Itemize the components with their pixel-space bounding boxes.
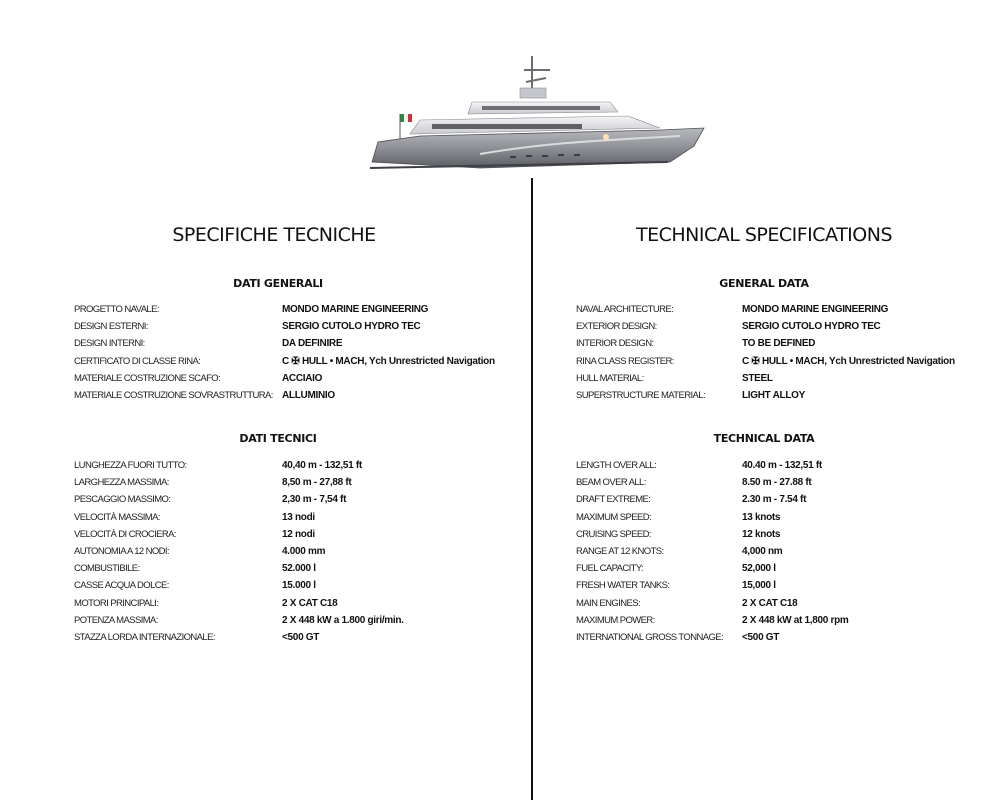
spec-value: 2 X CAT C18 <box>282 597 338 609</box>
spec-row <box>74 577 316 594</box>
spec-label: STAZZA LORDA INTERNAZIONALE: <box>74 631 215 643</box>
spec-label: INTERIOR DESIGN: <box>576 338 654 350</box>
spec-value: 2 X 448 kW at 1,800 rpm <box>742 614 849 626</box>
spec-label: LARGHEZZA MASSIMA: <box>74 477 169 489</box>
spec-label: DESIGN ESTERNI: <box>74 321 148 333</box>
spec-row <box>576 491 807 508</box>
spec-label: INTERNATIONAL GROSS TONNAGE: <box>576 631 724 643</box>
spec-value: 4.000 mm <box>282 546 326 558</box>
spec-value: 8.50 m - 27.88 ft <box>742 477 812 489</box>
spec-row <box>576 457 822 474</box>
spec-row <box>74 301 429 318</box>
spec-label: MAXIMUM SPEED: <box>576 511 651 523</box>
spec-row <box>74 370 323 387</box>
spec-label: LENGTH OVER ALL: <box>576 460 657 472</box>
spec-value: 2 X 448 kW a 1.800 giri/min. <box>282 614 404 626</box>
yacht-illustration <box>360 44 740 180</box>
spec-value: 2 X CAT C18 <box>742 597 798 609</box>
spec-value: 2.30 m - 7.54 ft <box>742 494 807 506</box>
spec-row <box>74 335 343 352</box>
spec-value: 8,50 m - 27,88 ft <box>282 477 352 489</box>
spec-row <box>576 612 849 629</box>
spec-row <box>576 370 773 387</box>
spec-label: DESIGN INTERNI: <box>74 338 145 350</box>
spec-label: VELOCITÀ MASSIMA: <box>74 511 160 523</box>
spec-value: TO BE DEFINED <box>742 338 816 350</box>
spec-value: MONDO MARINE ENGINEERING <box>282 304 429 316</box>
spec-label: BEAM OVER ALL: <box>576 477 646 489</box>
spec-value: LIGHT ALLOY <box>742 390 805 402</box>
spec-label: COMBUSTIBILE: <box>74 563 140 575</box>
spec-row <box>74 353 495 370</box>
spec-value: SERGIO CUTOLO HYDRO TEC <box>282 321 421 333</box>
spec-label: CERTIFICATO DI CLASSE RINA: <box>74 355 201 367</box>
spec-label: HULL MATERIAL: <box>576 372 644 384</box>
spec-row <box>576 577 776 594</box>
italian-general-heading: DATI GENERALI <box>233 277 323 290</box>
english-general-list <box>576 301 955 404</box>
english-technical-list <box>576 457 849 646</box>
spec-value: SERGIO CUTOLO HYDRO TEC <box>742 321 881 333</box>
spec-value: <500 GT <box>282 631 320 643</box>
spec-value: 15,000 l <box>742 580 776 592</box>
spec-value: STEEL <box>742 372 773 384</box>
spec-row <box>74 474 352 491</box>
spec-label: NAVAL ARCHITECTURE: <box>576 304 674 316</box>
spec-value: 12 nodi <box>282 528 315 540</box>
spec-row <box>576 595 798 612</box>
spec-row <box>74 318 421 335</box>
spec-row <box>576 387 805 404</box>
spec-value: 52.000 l <box>282 563 316 575</box>
italian-technical-heading: DATI TECNICI <box>239 432 317 445</box>
spec-value: ACCIAIO <box>282 372 323 384</box>
spec-label: MAXIMUM POWER: <box>576 614 655 626</box>
spec-row <box>74 629 320 646</box>
spec-value: ALLUMINIO <box>282 390 335 402</box>
italian-general-list <box>74 301 495 404</box>
spec-value: <500 GT <box>742 631 780 643</box>
spec-label: FRESH WATER TANKS: <box>576 580 670 592</box>
spec-row <box>74 509 315 526</box>
spec-row <box>74 387 335 404</box>
spec-label: RINA CLASS REGISTER: <box>576 355 674 367</box>
column-divider <box>531 178 533 800</box>
english-general-heading: GENERAL DATA <box>719 277 809 290</box>
spec-label: MOTORI PRINCIPALI: <box>74 597 159 609</box>
spec-label: RANGE AT 12 KNOTS: <box>576 546 664 558</box>
spec-value: C ✠ HULL • MACH, Ych Unrestricted Navigation <box>282 355 495 367</box>
spec-value: 13 nodi <box>282 511 315 523</box>
spec-row <box>74 612 404 629</box>
spec-label: SUPERSTRUCTURE MATERIAL: <box>576 390 705 402</box>
spec-row <box>74 457 362 474</box>
spec-value: C ✠ HULL • MACH, Ych Unrestricted Navigation <box>742 355 955 367</box>
spec-label: MATERIALE COSTRUZIONE SOVRASTRUTTURA: <box>74 390 273 402</box>
english-technical-heading: TECHNICAL DATA <box>713 432 815 445</box>
spec-label: DRAFT EXTREME: <box>576 494 651 506</box>
spec-value: MONDO MARINE ENGINEERING <box>742 304 889 316</box>
spec-label: AUTONOMIA A 12 NODI: <box>74 546 169 558</box>
spec-row <box>576 543 783 560</box>
spec-value: 12 knots <box>742 528 781 540</box>
spec-row <box>576 526 781 543</box>
spec-label: PROGETTO NAVALE: <box>74 304 159 316</box>
spec-label: PESCAGGIO MASSIMO: <box>74 494 171 506</box>
spec-label: MAIN ENGINES: <box>576 597 640 609</box>
spec-label: LUNGHEZZA FUORI TUTTO: <box>74 460 187 472</box>
spec-row <box>74 560 316 577</box>
english-title: TECHNICAL SPECIFICATIONS <box>635 224 893 246</box>
spec-value: 13 knots <box>742 511 781 523</box>
spec-value: 52,000 l <box>742 563 776 575</box>
spec-value: 2,30 m - 7,54 ft <box>282 494 347 506</box>
spec-label: FUEL CAPACITY: <box>576 563 644 575</box>
spec-value: 4,000 nm <box>742 546 783 558</box>
spec-label: MATERIALE COSTRUZIONE SCAFO: <box>74 372 221 384</box>
spec-row <box>576 629 780 646</box>
spec-row <box>576 301 889 318</box>
spec-row <box>74 491 347 508</box>
spec-row <box>74 595 338 612</box>
spec-row <box>576 474 812 491</box>
spec-label: VELOCITÀ DI CROCIERA: <box>74 528 176 540</box>
italian-title: SPECIFICHE TECNICHE <box>172 224 376 246</box>
spec-label: CASSE ACQUA DOLCE: <box>74 580 169 592</box>
spec-value: 40,40 m - 132,51 ft <box>282 460 362 472</box>
spec-value: 40.40 m - 132,51 ft <box>742 460 822 472</box>
italian-technical-list <box>74 457 404 646</box>
spec-row <box>74 526 315 543</box>
spec-label: EXTERIOR DESIGN: <box>576 321 657 333</box>
spec-value: 15.000 l <box>282 580 316 592</box>
spec-label: POTENZA MASSIMA: <box>74 614 158 626</box>
spec-row <box>576 509 781 526</box>
spec-row <box>74 543 326 560</box>
spec-label: CRUISING SPEED: <box>576 528 651 540</box>
spec-row <box>576 560 776 577</box>
spec-row <box>576 335 816 352</box>
spec-value: DA DEFINIRE <box>282 338 343 350</box>
spec-row <box>576 353 955 370</box>
spec-row <box>576 318 881 335</box>
